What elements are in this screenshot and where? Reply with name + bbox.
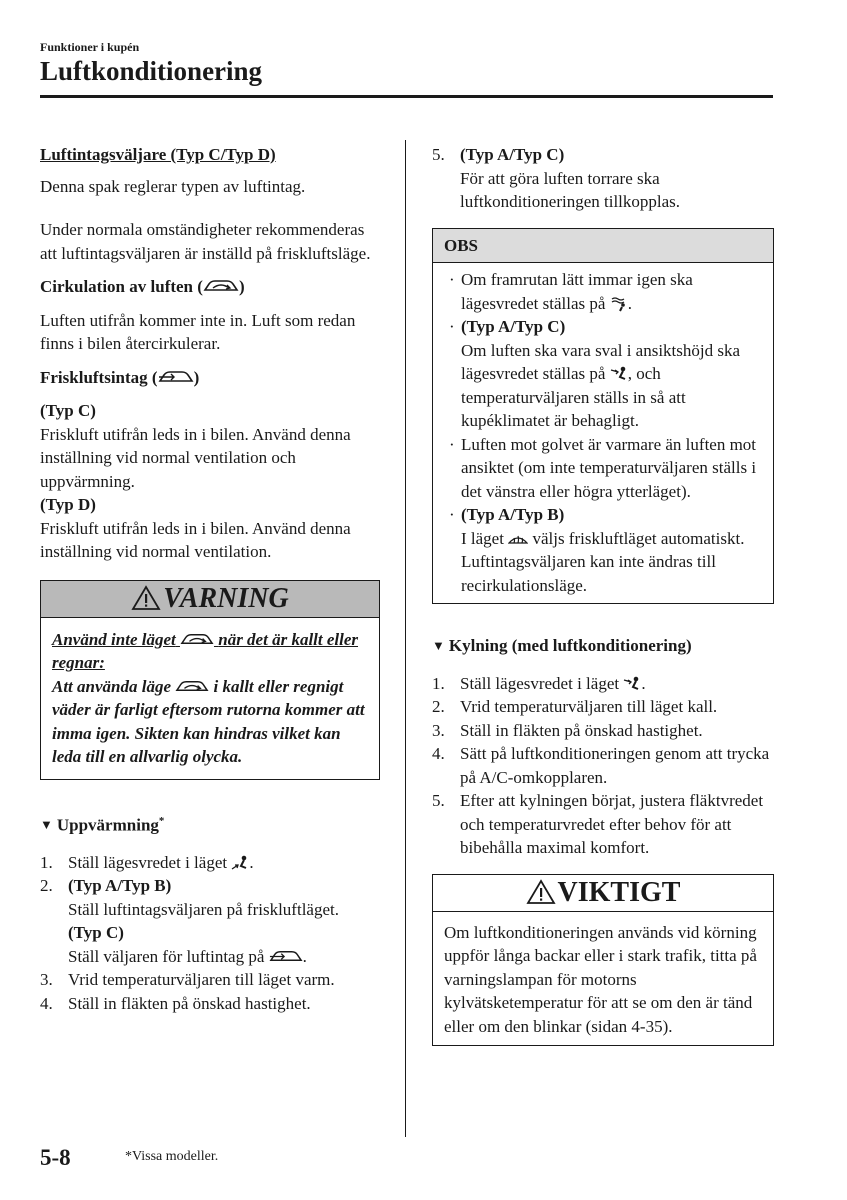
type-c-desc: Friskluft utifrån leds in i bilen. Använd denna inställning vid normal ventilation och uppvärmning. bbox=[40, 424, 351, 491]
type-d-desc: Friskluft utifrån leds in i bilen. Använd denna inställning vid normal ventilation. bbox=[40, 518, 351, 561]
face-mode-icon bbox=[623, 676, 641, 692]
obs-title: OBS bbox=[433, 229, 773, 264]
recirc-heading: Cirkulation av luften ( ) bbox=[40, 277, 245, 296]
heating-heading: ▼ Uppvärmning* bbox=[40, 814, 165, 835]
type-c-label: (Typ C) bbox=[40, 401, 96, 420]
cooling-step-1: 1. Ställ lägesvredet i läget . bbox=[432, 673, 646, 693]
heating-step-4: 4. Ställ in fläkten på önskad hastighet. bbox=[40, 993, 311, 1013]
heating-step-3: 3. Vrid temperaturväljaren till läget varm. bbox=[40, 970, 335, 990]
heating-step-5: 5. (Typ A/Typ C) För att göra luften torrare ska luftkonditioneringen tillkopplas. bbox=[432, 145, 681, 211]
obs-box bbox=[432, 228, 774, 605]
face-mode-icon bbox=[610, 366, 628, 382]
warning-body bbox=[41, 618, 379, 779]
intake-normal: Under normala omständigheter rekommenderas att luftintagsväljaren är inställd på friskluftsläge. bbox=[40, 220, 371, 263]
cooling-heading: ▼ Kylning (med luftkonditionering) bbox=[432, 636, 692, 655]
cooling-step-2: 2. Vrid temperaturväljaren till läget kall. bbox=[432, 697, 718, 716]
cooling-step-3: 3. Ställ in fläkten på önskad hastighet. bbox=[432, 720, 703, 740]
triangle-down-icon: ▼ bbox=[432, 638, 445, 653]
warning-line1: Använd inte läget när det är kallt eller regnar: bbox=[52, 629, 359, 672]
cooling-step-4: 4. Sätt på luftkonditioneringen genom att trycka på A/C-omkopplaren. bbox=[432, 744, 770, 787]
triangle-down-icon: ▼ bbox=[40, 817, 53, 833]
fresh-heading: Friskluftsintag ( ) bbox=[40, 367, 200, 387]
fresh-air-mode-icon bbox=[158, 368, 194, 386]
heating-step-1: 1. Ställ lägesvredet i läget . bbox=[40, 852, 254, 872]
header-rule bbox=[40, 95, 773, 98]
cooling-step-5: 5. Efter att kylningen börjat, justera fläktvredet och temperaturvredet efter behov för att bibehålla maximal komfort. bbox=[432, 791, 764, 857]
obs-body bbox=[433, 263, 773, 603]
important-box bbox=[432, 874, 774, 1047]
face-foot-mode-icon bbox=[231, 855, 249, 871]
recirculation-mode-icon bbox=[175, 678, 209, 695]
right-column bbox=[432, 143, 774, 1046]
column-divider bbox=[405, 140, 406, 1137]
important-title: VIKTIGT bbox=[557, 876, 681, 908]
foot-defroster-mode-icon bbox=[610, 296, 628, 312]
obs-bullet-1: · Om framrutan lätt immar igen ska lägesvredet ställas på . bbox=[449, 270, 693, 313]
important-header bbox=[433, 875, 773, 912]
obs-bullet-3: · Luften mot golvet är varmare än luften mot ansiktet (om inte temperaturväljaren ställs i det vänstra eller högra ytterläget). bbox=[449, 434, 757, 501]
page-number: 5-8 bbox=[40, 1145, 71, 1170]
obs-bullet-4: · (Typ A/Typ B) I läget väljs friskluftläget automatiskt. Luftintagsväljaren kan inte ändras till recirkulationsläge. bbox=[449, 505, 745, 595]
warning-title: VARNING bbox=[163, 582, 289, 614]
recirc-desc: Luften utifrån kommer inte in. Luft som redan finns i bilen återcirkulerar. bbox=[40, 310, 356, 353]
windshield-defroster-icon bbox=[508, 531, 528, 547]
left-column bbox=[40, 143, 380, 1015]
recirculation-mode-icon bbox=[180, 631, 214, 648]
fresh-air-mode-icon bbox=[269, 948, 303, 965]
obs-bullet-2: · (Typ A/Typ C) Om luften ska vara sval i ansiktshöjd ska lägesvredet ställas på , och temperaturväljaren ställs in så att kupéklimatet är behagligt. bbox=[449, 317, 741, 430]
important-body: Om luftkonditioneringen används vid körning uppför långa backar eller i stark trafik, titta på varningslampan för motorns kylvätsketemperatur för att se om den är tänd eller om den blinkar (sidan 4-35). bbox=[444, 922, 757, 1036]
footnote: *Vissa modeller. bbox=[125, 1149, 219, 1164]
warning-triangle-icon bbox=[526, 879, 556, 905]
recirculation-mode-icon bbox=[203, 277, 239, 295]
type-d-label: (Typ D) bbox=[40, 495, 96, 514]
warning-triangle-icon bbox=[131, 585, 161, 611]
page-title: Luftkonditionering bbox=[40, 56, 263, 86]
heating-step-2: 2. (Typ A/Typ B) Ställ luftintagsväljaren på friskluftläget. (Typ C) Ställ väljaren för luftintag på . bbox=[40, 876, 339, 966]
warning-header bbox=[41, 581, 379, 618]
warning-box bbox=[40, 580, 380, 780]
intake-desc: Denna spak reglerar typen av luftintag. bbox=[40, 176, 306, 196]
intake-heading: Luftintagsväljare (Typ C/Typ D) bbox=[40, 145, 276, 164]
warning-line2: Att använda läge i kallt eller regnigt väder är farligt eftersom rutorna kommer att imma igen. Sikten kan hindras vilket kan leda till en allvarlig olycka. bbox=[52, 676, 365, 766]
section-label: Funktioner i kupén bbox=[40, 40, 140, 54]
